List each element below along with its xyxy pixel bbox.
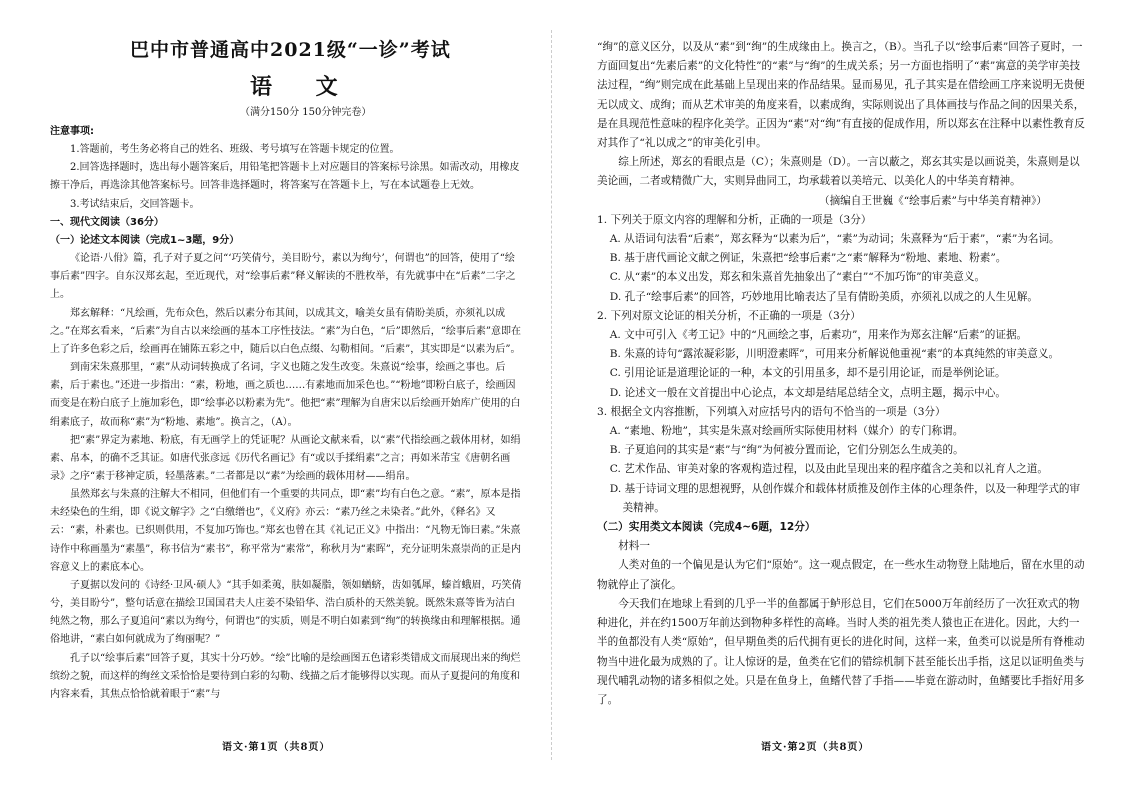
notice-item: 3.考试结束后，交回答题卡。 [70, 198, 200, 210]
exam-title: 巴中市普通高中2021级“一诊”考试 [130, 39, 451, 61]
option-a: A. 文中可引入《考工记》中的“凡画绘之事，后素功”，用来作为郑玄注解“后素”的证据。 [609, 329, 1028, 342]
subsection-heading: （一）论述文本阅读（完成1~3题，9分） [50, 234, 240, 246]
option-d: D. 孔子“绘事后素”的回答，巧妙地用比喻表达了呈有倩盼美质，亦须礼以成之的人生见解。 [609, 290, 1038, 303]
option-b: B. 基于唐代画论文献之例证，朱熹把“绘事后素”之“素”解释为“粉地、素地、粉素”。 [609, 252, 1007, 265]
passage-paragraph: 子夏据以发问的《诗经·卫风·硕人》“其手如柔荑，肤如凝脂，领如蝤蛴，齿如瓠犀，螓首蛾眉，巧笑倩兮，美目盼兮”，整句话意在描绘卫国国君夫人庄姜不染铅华、浩白质朴的天然美貌。既然朱熹等皆为洁白纯然之物，那么子夏追问“素以为绚兮，何谓也”的实质，则是不明白如素到“绚”的转换缘由和理解根据。通俗地讲，“素白如何就成为了绚丽呢？” [50, 579, 522, 646]
question-3: 3. 根据全文内容推断，下列填入对应括号内的语句不恰当的一项是（3分） [597, 405, 946, 418]
passage-paragraph: 郑玄解释：“凡绘画，先布众色，然后以素分布其间，以成其文，喻美女虽有倩盼美质，亦须礼以成之。”在郑玄看来，“后素”为自古以来绘画的基本工序性技法。“素”为白色，“后”即然后，“绘事后素”意即在上了许多色彩之后，绘画再在铺陈五彩之中，随后以白色点缀、勾勒相间。“后素”，其实即是“以素为后”。 [50, 307, 522, 355]
option-d: D. 基于诗词文理的思想视野，从创作媒介和载体材质推及创作主体的心理条件，以及一种理学式的审美精神。 [609, 482, 1081, 514]
passage-paragraph: 孔子以“绘事后素”回答子夏，其实十分巧妙。“绘”比喻的是绘画图五色诸彩类错成文而展现出来的绚烂缤纷之貌，而这样的绚丝文采恰恰是要待到白彩的勾勒、线描之后才能够得以实现。而从子夏提问的角度和内容来看，其焦点恰恰就着眼于“素”与 [50, 652, 521, 700]
passage-paragraph: 虽然郑玄与朱熹的注解大不相同，但他们有一个重要的共同点，即“素”均有白色之意。“素”，原本是指未经染色的生绢，即《说文解字》之“白缴缯也”，《义府》亦云：“素乃丝之未染者。”此外，《释名》又云：“素，朴素也。已织则供用，不复加巧饰也。”郑玄也曾在其《礼记正义》中指出：“凡物无饰曰素。”朱熹诗作中称画墨为“素墨”，称书信为“素书”，称平常为“素常”，称秋月为“素晖”，充分证明朱熹崇尚的正是内容意义上的素底本心。 [50, 489, 521, 573]
exam-page-1 [0, 0, 540, 794]
subject-title: 语 文 [250, 74, 356, 100]
question-1: 1. 下列关于原文内容的理解和分析，正确的一项是（3分） [597, 213, 872, 226]
page-footer: 语文·第1页（共8页） [222, 742, 331, 753]
option-b: B. 子夏追问的其实是“素”与“绚”为何被分置而论，它们分别怎么生成美的。 [609, 444, 964, 457]
passage-paragraph: 《论语·八佾》篇，孔子对子夏之问“‘巧笑倩兮，美目盼兮，素以为绚兮’，何谓也”的回答，使用了“绘事后素”四字。自东汉郑玄起，至近现代，对“绘事后素”释义解读的不胜枚举，有先就事中在“后素”二字之上。 [50, 253, 516, 301]
question-2: 2. 下列对原文论证的相关分析，不正确的一项是（3分） [597, 309, 861, 322]
score-line: （满分150分 150分钟完卷） [240, 107, 372, 118]
option-c: C. 从“素”的本义出发，郑玄和朱熹首先抽象出了“素白”“不加巧饰”的审美意义。 [609, 271, 986, 284]
option-c: C. 引用论证是道理论证的一种，本文的引用虽多，却不是引用论证，而是举例论证。 [609, 367, 1006, 380]
option-b: B. 朱熹的诗句“露浓凝彩影，川明澄素晖”，可用来分析解说他重视“素”的本真纯然的审美意义。 [609, 348, 1060, 361]
subsection-heading: （二）实用类文本阅读（完成4~6题，12分） [597, 521, 816, 534]
source-attribution: （摘编自王世巍《“绘事后素”与中华美育精神》） [819, 194, 1047, 207]
page-divider [551, 30, 552, 760]
page2-content [597, 38, 1087, 710]
option-a: A. “素地、粉地”，其实是朱熹对绘画所实际使用材料（媒介）的专门称谓。 [609, 425, 964, 438]
option-a: A. 从语词句法看“后素”，郑玄释为“以素为后”，“素”为动词；朱熹释为“后于素”，“素”为名词。 [609, 233, 1060, 246]
section-heading: 一、现代文阅读（36分） [50, 216, 164, 228]
passage-paragraph: 人类对鱼的一个偏见是认为它们“原始”。这一观点假定，在一些水生动物登上陆地后，留在水里的动物就停止了演化。 [597, 559, 1085, 591]
notice-item: 2.回答选择题时，选出每小题答案后，用铅笔把答题卡上对应题目的答案标号涂黑。如需改动，用橡皮擦干净后，再选涂其他答案标号。回答非选择题时，将答案写在答题卡上，写在本试题卷上无效。 [50, 162, 520, 192]
notice-section [50, 123, 522, 704]
passage-paragraph: 今天我们在地球上看到的几乎一半的鱼都属于鲈形总目，它们在5000万年前经历了一次狂欢式的物种进化，并在约1500万年前达到物种多样性的高峰。当时人类的祖先类人猿也正在进化。因此，大约一半的鱼都没有人类“原始”，但早期鱼类的后代拥有更长的进化时间，这样一来，鱼类可以说是所有脊椎动物当中进化最为成熟的了。让人惊讶的是，鱼类在它们的错综机制下甚至能长出手指，这足以证明鱼类与现代哺乳动物的诸多相似之处。只是在鱼身上，鱼鳍代替了手指——毕竟在游动时，鱼鳍要比手指好用多了。 [597, 597, 1085, 706]
passage-paragraph: 到南宋朱熹那里，“素”从动词转换成了名词，字义也随之发生改变。朱熹说“绘事，绘画之事也。后素，后于素也。”还进一步指出：“素，粉地，画之质也……有素地而加采色也。”“粉地”即粉白底子，绘画因而变是在粉白底子上施加彩色，即“绘事必以粉素为先”。他把“素”理解为自唐宋以后绘画开始库广使用的白绢素底子，故而称“素”为“粉地、素地”。换言之，（A）。 [50, 362, 521, 428]
passage-paragraph: 综上所述，郑玄的看眼点是（C）；朱熹则是（D）。一言以蔽之，郑玄其实是以画说美，朱熹则是以美论画，二者或精微广大，实则异曲同工，均承载着以美培元、以美化人的中华美育精神。 [597, 156, 1080, 188]
notice-title: 注意事项: [50, 126, 94, 137]
material-label: 材料一 [618, 540, 650, 553]
option-c: C. 艺术作品、审美对象的客观构造过程，以及由此呈现出来的程序蕴含之美和以礼育人之道。 [609, 463, 1048, 476]
page-footer: 语文·第2页（共8页） [761, 742, 870, 753]
exam-page-2 [561, 0, 1101, 794]
notice-item: 1.答题前，考生务必将自己的姓名、班级、考号填写在答题卡规定的位置。 [70, 144, 400, 156]
option-d: D. 论述文一般在文首提出中心论点，本文却是结尾总结全文，点明主题，揭示中心。 [609, 386, 1006, 399]
passage-paragraph: 把“素”界定为素地、粉底，有无画学上的凭证呢？从画论文献来看，以“素”代指绘画之载体用材，如绢素、帛本，的确不乏其证。如唐代张彦远《历代名画记》有“或以手揉绢素”之言；再如米芾宝《唐朝名画录》之序“素于移神定质，轻墨落素。”二者都是以“素”为绘画的载体用材——绢帛。 [50, 434, 521, 482]
passage-paragraph: “绚”的意义区分，以及从“素”到“绚”的生成缘由上。换言之，（B）。当孔子以“绘事后素”回答子夏时，一方面回复出“先素后素”的文化特性”的“素”与“绚”的生成关系；另一方面也指明了“素”寓意的美学审美技法过程，“绚”则完成在此基础上呈现出来的作品结果。显而易见，孔子其实是在借绘画工序来说明无贵便无以成文、成绚；而从艺术审美的角度来看，以素成绚，实际则说出了具体画技与作品之间的因果关系，是在具现范性意味的程序化美学。正因为“素”对“绚”有直接的促成作用，所以郑玄在注释中以素性教育反对其作了“礼以成之”的审美化引申。 [597, 41, 1085, 150]
